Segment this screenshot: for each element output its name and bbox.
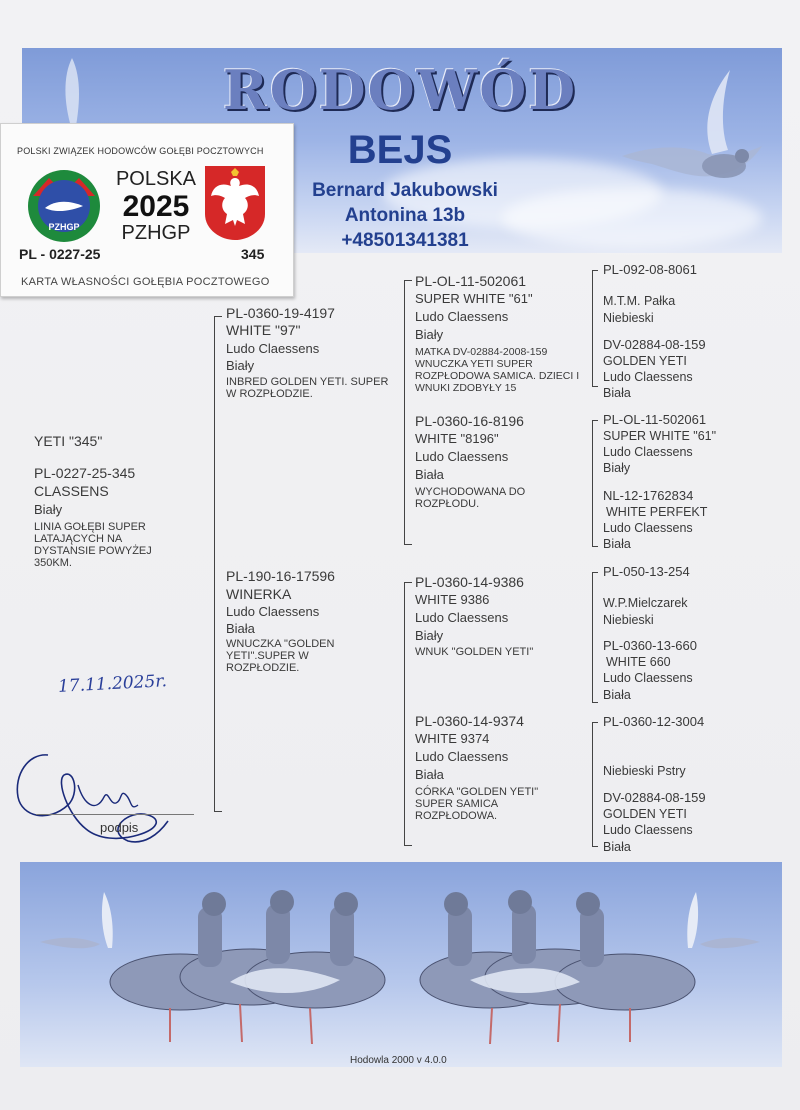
pigeon-name: BEJS [347,128,453,172]
bracket-ggp [592,572,593,702]
card-ring-number: PL - 0227-25 [19,246,101,262]
gp-dd-color: Biała [415,767,444,782]
ggp-ssd-color: Biała [603,386,631,400]
subject-name: YETI "345" [34,433,103,449]
bracket-tick [404,544,412,545]
ggp-ssd-breeder: Ludo Claessens [603,370,693,384]
bracket-tick [592,386,598,387]
card-ring-serial: 345 [241,246,265,262]
ggp-dss-ring: PL-050-13-254 [603,564,690,579]
signature-label: podpis [100,820,139,835]
gp-ss-breeder: Ludo Claessens [415,309,509,324]
gp-sd-name: WHITE "8196" [415,431,499,446]
bracket-tick [214,811,222,812]
gp-ss-name: SUPER WHITE "61" [415,291,533,306]
logo-text: PZHGP [48,222,80,232]
ggp-sss-ring: PL-092-08-8061 [603,262,697,277]
bracket-ggp [592,722,593,846]
bracket-tick [592,546,598,547]
card-association: PZHGP [121,222,191,244]
gp-dd-note: CÓRKA "GOLDEN YETI" SUPER SAMICA ROZPŁODOWA. [415,786,539,822]
ggp-dss-breeder: W.P.Mielczarek [603,596,688,610]
bracket-tick [214,316,222,317]
document-title: RODOWÓD [222,58,578,122]
owner-phone: +48501341381 [341,230,469,251]
footer-banner [20,862,782,1067]
ggp-sds-ring: PL-OL-11-502061 [603,412,707,427]
gp-sd-ring: PL-0360-16-8196 [415,413,524,429]
card-org-name: POLSKI ZWIĄZEK HODOWCÓW GOŁĘBI POCZTOWYCH [17,146,264,156]
ggp-dsd-ring: PL-0360-13-660 [603,638,697,653]
signature-line [36,814,194,815]
bracket-parents [214,316,215,812]
gp-ss-ring: PL-OL-11-502061 [415,273,527,289]
ggp-sdd-ring: NL-12-1762834 [603,488,694,503]
ggp-dsd-color: Biała [603,688,631,702]
gp-dd-breeder: Ludo Claessens [415,749,509,764]
ggp-dsd-name: WHITE 660 [606,655,671,669]
ggp-sds-breeder: Ludo Claessens [603,445,693,459]
ggp-dss-color: Niebieski [603,613,654,627]
gp-dd-ring: PL-0360-14-9374 [415,713,524,729]
owner-block [290,178,520,253]
sire-color: Biały [226,358,255,373]
ggp-ssd-name: GOLDEN YETI [603,354,687,368]
sire-note: INBRED GOLDEN YETI. SUPER W ROZPŁODZIE. [226,376,389,400]
gp-ds-breeder: Ludo Claessens [415,610,509,625]
polish-eagle-icon [203,164,267,242]
ggp-sdd-breeder: Ludo Claessens [603,521,693,535]
subject-ring: PL-0227-25-345 [34,465,136,481]
card-country: POLSKA [115,168,197,190]
dam-breeder: Ludo Claessens [226,604,320,619]
gp-ss-color: Biały [415,327,444,342]
ggp-sss-color: Niebieski [603,311,654,325]
pigeon-group-illustration [20,862,782,1067]
subject-line: CLASSENS [34,483,109,499]
gp-ds-ring: PL-0360-14-9386 [415,574,524,590]
gp-sd-color: Biała [415,467,444,482]
gp-ds-color: Biały [415,628,444,643]
owner-address: Antonina 13b [344,205,466,226]
gp-ds-name: WHITE 9386 [415,592,490,607]
bracket-tick [592,270,598,271]
gp-ds-note: WNUK "GOLDEN YETI" [415,646,534,658]
ggp-ssd-ring: DV-02884-08-159 [603,337,706,352]
ggp-dsd-breeder: Ludo Claessens [603,671,693,685]
dam-color: Biała [226,621,255,636]
gp-sd-breeder: Ludo Claessens [415,449,509,464]
sire-breeder: Ludo Claessens [226,341,320,356]
bracket-tick [592,702,598,703]
subject-color: Biały [34,502,63,517]
ggp-sdd-name: WHITE PERFEKT [606,505,708,519]
card-footer: KARTA WŁASNOŚCI GOŁĘBIA POCZTOWEGO [21,276,270,288]
subject-note: LINIA GOŁĘBI SUPER LATAJĄCYCH NA DYSTANSIE POWYŻEJ 350KM. [34,521,152,569]
bracket-tick [404,280,412,281]
ggp-sds-name: SUPER WHITE "61" [603,429,717,443]
sire-name: WHITE "97" [226,322,301,338]
ggp-ddd-ring: DV-02884-08-159 [603,790,706,805]
gp-sd-note: WYCHODOWANA DO ROZPŁODU. [415,486,526,510]
flying-pigeon-illustration [612,58,772,218]
ggp-dds-color: Niebieski Pstry [603,764,686,778]
software-credit: Hodowla 2000 v 4.0.0 [350,1055,447,1066]
bracket-tick [404,582,412,583]
owner-name: Bernard Jakubowski [312,180,498,201]
ownership-card [0,123,294,297]
dam-note: WNUCZKA "GOLDEN YETI".SUPER W ROZPŁODZIE. [226,638,335,674]
bracket-ggp [592,420,593,546]
handwritten-date: 17.11.2025r. [57,671,168,697]
ggp-sds-color: Biały [603,461,631,475]
ggp-dds-ring: PL-0360-12-3004 [603,714,705,729]
handwritten-signature [8,745,198,855]
bracket-tick [592,846,598,847]
dam-name: WINERKA [226,586,292,602]
bracket-dam-parents [404,582,405,846]
bracket-tick [592,722,598,723]
ggp-ddd-name: GOLDEN YETI [603,807,687,821]
gp-ss-note: MATKA DV-02884-2008-159 WNUCZKA YETI SUPER ROZPŁODOWA SAMICA. DZIECI I WNUKI ZDOBYŁY 15 [415,346,580,394]
gp-dd-name: WHITE 9374 [415,731,490,746]
pzhgp-logo-icon [25,166,103,244]
sire-ring: PL-0360-19-4197 [226,305,335,321]
card-year: 2025 [122,190,190,223]
ggp-ddd-breeder: Ludo Claessens [603,823,693,837]
ggp-sss-breeder: M.T.M. Pałka [603,294,676,308]
bracket-tick [592,572,598,573]
bracket-sire-parents [404,280,405,544]
bracket-tick [592,420,598,421]
dam-ring: PL-190-16-17596 [226,568,335,584]
bracket-ggp [592,270,593,386]
ggp-sdd-color: Biała [603,537,631,551]
ggp-ddd-color: Biała [603,840,631,854]
bracket-tick [404,845,412,846]
